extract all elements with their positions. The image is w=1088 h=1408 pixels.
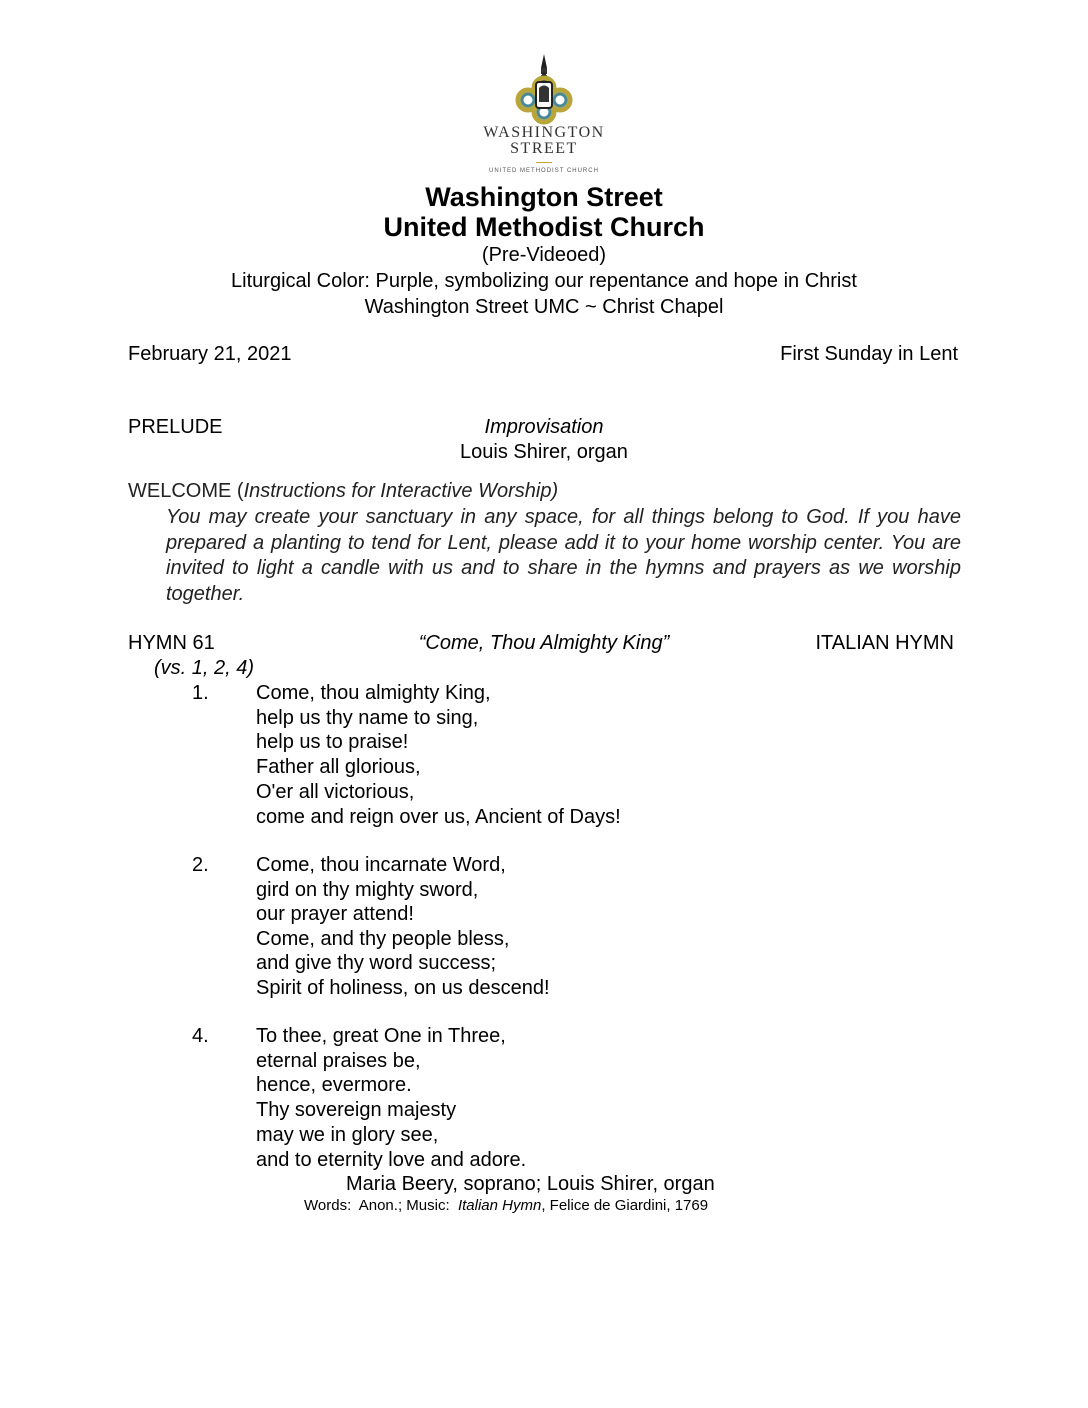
welcome-text: You may create your sanctuary in any space, for all things belong to God. If you have prepared a planting to tend for Lent, please add it to your home worship center. You are invited to light a candle with us and to share in the hymns and prayers as we worship together. [166,506,961,605]
verse-number: 1. [192,682,209,704]
verse-line: Spirit of holiness, on us descend! [256,977,550,999]
logo-wordmark-line1: WASHINGTON [483,124,605,141]
service-occasion: First Sunday in Lent [780,343,958,365]
verse-line: hence, evermore. [256,1074,412,1096]
welcome-note: Instructions for Interactive Worship) [243,480,559,502]
verse-line: and to eternity love and adore. [256,1149,527,1171]
hymn-performers: Maria Beery, soprano; Louis Shirer, organ [346,1173,715,1195]
verse-line: gird on thy mighty sword, [256,879,479,901]
verse-number: 2. [192,854,209,876]
verse-line: To thee, great One in Three, [256,1025,506,1047]
prelude-performer: Louis Shirer, organ [460,441,628,463]
page-title-line1: Washington Street [425,182,663,212]
hymn-tune: ITALIAN HYMN [815,632,954,654]
prelude-label: PRELUDE [128,416,223,438]
logo-divider [536,162,552,163]
prelude-title: Improvisation [484,416,604,438]
credit-suffix: , Felice de Giardini, 1769 [541,1197,709,1214]
credit-tune: Italian Hymn [457,1197,542,1214]
hymn-label: HYMN 61 [128,632,215,654]
verse-line: O'er all victorious, [256,781,415,803]
verse-line: Come, and thy people bless, [256,928,510,950]
verse-line: our prayer attend! [256,903,414,925]
hymn-credit [304,1197,708,1214]
service-date: February 21, 2021 [128,343,292,365]
verse-line: help us to praise! [256,731,409,753]
steeple-emblem-icon [512,52,576,126]
church-logo [512,52,576,126]
liturgical-color: Liturgical Color: Purple, symbolizing our repentance and hope in Christ [231,270,857,292]
verse-line: Thy sovereign majesty [256,1099,457,1121]
logo-wordmark-line2: STREET [510,140,578,157]
welcome-heading [128,480,558,503]
verse-line: may we in glory see, [256,1124,439,1146]
subtitle: (Pre-Videoed) [481,244,607,266]
verse-line: Father all glorious, [256,756,421,778]
hymn-verses-note: (vs. 1, 2, 4) [154,657,255,679]
logo-wordmark-line3: UNITED METHODIST CHURCH [489,168,599,174]
verse-line: Come, thou almighty King, [256,682,491,704]
welcome-label: WELCOME ( [128,480,244,502]
verse-line: eternal praises be, [256,1050,421,1072]
verse-line: come and reign over us, Ancient of Days! [256,806,621,828]
location: Washington Street UMC ~ Christ Chapel [364,296,724,318]
credit-prefix: Words: Anon.; Music: [304,1197,458,1214]
verse-line: Come, thou incarnate Word, [256,854,506,876]
page-title-line2: United Methodist Church [383,212,705,242]
verse-line: help us thy name to sing, [256,707,479,729]
verse-line: and give thy word success; [256,952,497,974]
hymn-title: “Come, Thou Almighty King” [418,632,670,654]
verse-number: 4. [192,1025,209,1047]
